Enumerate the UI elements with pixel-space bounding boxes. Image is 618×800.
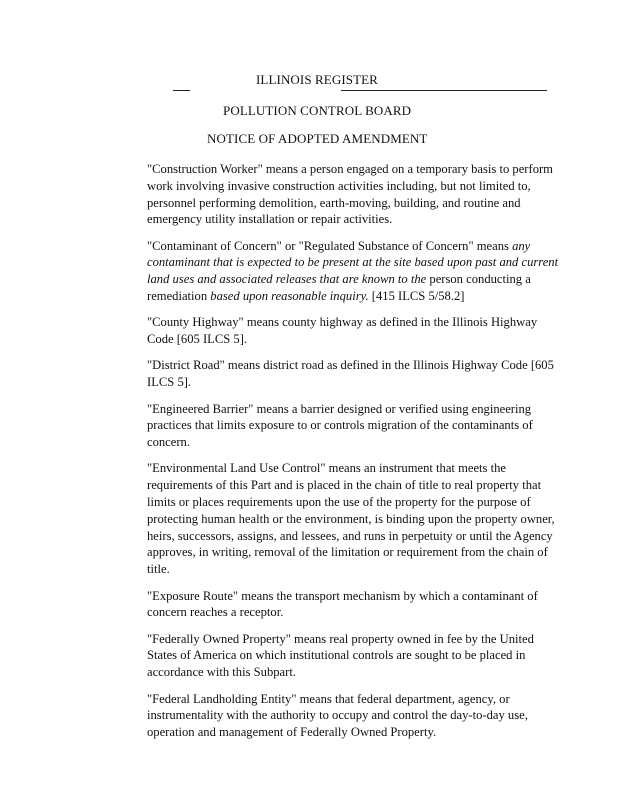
text-line: instrumentality with the authority to occupy and control the day-to-day use, — [147, 708, 528, 723]
definition-paragraph — [147, 314, 567, 348]
italic-text-segment: contaminant that is expected to be present at the site based upon past and current — [147, 255, 559, 270]
text-line: "Environmental Land Use Control" means an instrument that meets the — [147, 461, 506, 476]
text-line: work involving invasive construction activities including, but not limited to, — [147, 178, 531, 193]
text-line: "Federally Owned Property" means real property owned in fee by the United — [147, 631, 534, 646]
text-line: concern reaches a receptor. — [147, 605, 284, 620]
text-line: concern. — [147, 435, 191, 450]
text-line: personnel performing demolition, earth-moving, building, and routine and — [147, 195, 521, 210]
header-rule-right — [341, 90, 547, 91]
text-line: "County Highway" means county highway as defined in the Illinois Highway — [147, 315, 538, 330]
definition-paragraph — [147, 460, 567, 578]
definition-paragraph — [147, 357, 567, 391]
definition-paragraph — [147, 161, 567, 228]
text-segment: person conducting a — [429, 272, 531, 287]
text-segment: [415 ILCS 5/58.2] — [368, 289, 465, 304]
notice-title: NOTICE OF ADOPTED AMENDMENT — [207, 131, 428, 146]
definition-paragraph — [147, 401, 567, 451]
definition-paragraph — [147, 238, 567, 305]
text-line: ILCS 5]. — [147, 375, 192, 390]
text-line: limits or places requirements upon the use of the property for the purpose of — [147, 495, 531, 510]
text-line: "District Road" means district road as defined in the Illinois Highway Code [605 — [147, 358, 554, 373]
text-line: Code [605 ILCS 5]. — [147, 332, 248, 347]
register-title: ILLINOIS REGISTER — [256, 72, 378, 87]
text-line: "Federal Landholding Entity" means that federal department, agency, or — [147, 691, 510, 706]
text-line: "Engineered Barrier" means a barrier designed or verified using engineering — [147, 401, 532, 416]
italic-text-segment: based upon reasonable inquiry. — [210, 289, 369, 304]
text-line: requirements of this Part and is placed in the chain of title to real property that — [147, 478, 542, 493]
text-line: "Construction Worker" means a person engaged on a temporary basis to perform — [147, 162, 553, 176]
text-line: approves, in writing, removal of the limitation or requirement from the chain of — [147, 545, 548, 560]
text-line: heirs, successors, assigns, and lessees, and runs in perpetuity or until the Agency — [147, 528, 553, 543]
header-rule-left — [173, 90, 190, 91]
text-line — [147, 271, 567, 288]
text-line: operation and management of Federally Owned Property. — [147, 725, 437, 740]
text-segment: "Contaminant of Concern" or "Regulated Substance of Concern" means — [147, 238, 513, 253]
definitions-body — [147, 161, 567, 750]
board-title: POLLUTION CONTROL BOARD — [223, 103, 412, 118]
definition-paragraph — [147, 588, 567, 622]
text-segment: remediation — [147, 289, 211, 304]
text-line: States of America on which institutional controls are sought to be placed in — [147, 648, 526, 663]
text-line: practices that limits exposure to or controls migration of the contaminants of — [147, 418, 533, 433]
definition-paragraph — [147, 691, 567, 741]
definition-paragraph — [147, 631, 567, 681]
text-line: emergency utility installation or repair activities. — [147, 212, 393, 227]
text-line: accordance with this Subpart. — [147, 665, 296, 680]
text-line: "Exposure Route" means the transport mechanism by which a contaminant of — [147, 588, 538, 603]
text-line — [147, 288, 567, 305]
italic-text-segment: any — [512, 238, 531, 253]
text-line — [147, 254, 567, 271]
italic-text-segment: land uses and associated releases that are known to the — [147, 272, 430, 287]
text-line: title. — [147, 562, 170, 577]
text-line — [147, 238, 567, 255]
text-line: protecting human health or the environment, is binding upon the property owner, — [147, 511, 555, 526]
